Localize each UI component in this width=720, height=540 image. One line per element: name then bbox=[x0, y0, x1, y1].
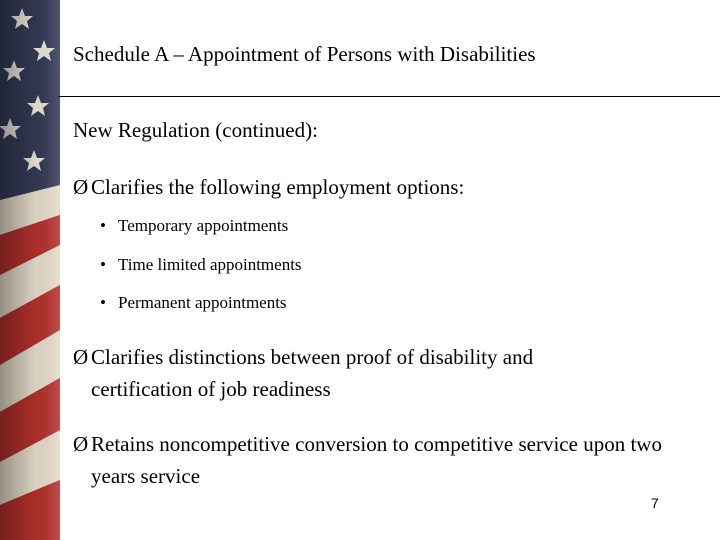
slide-title: Schedule A – Appointment of Persons with Disabilities bbox=[73, 42, 536, 66]
bullet-text: Clarifies distinctions between proof of disability and certification of job readiness bbox=[91, 345, 534, 401]
sub-bullet-item-2 bbox=[100, 255, 302, 275]
bullet-item-3 bbox=[73, 428, 673, 492]
bullet-dot-icon: • bbox=[100, 293, 106, 312]
bullet-dot-icon: • bbox=[100, 255, 106, 274]
arrow-bullet-icon: Ø bbox=[73, 432, 89, 456]
bullet-item-1 bbox=[73, 171, 633, 203]
title-divider bbox=[58, 96, 720, 97]
american-flag-image bbox=[0, 0, 60, 540]
sub-bullet-text: Time limited appointments bbox=[118, 255, 302, 274]
arrow-bullet-icon: Ø bbox=[73, 345, 89, 369]
slide-subtitle: New Regulation (continued): bbox=[73, 118, 318, 142]
bullet-text: Retains noncompetitive conversion to competitive service upon two years service bbox=[91, 432, 662, 488]
sub-bullet-item-3 bbox=[100, 293, 287, 313]
page-number: 7 bbox=[651, 495, 659, 511]
sub-bullet-item-1 bbox=[100, 216, 288, 236]
arrow-bullet-icon: Ø bbox=[73, 175, 89, 199]
bullet-item-2 bbox=[73, 341, 618, 405]
sub-bullet-text: Permanent appointments bbox=[118, 293, 287, 312]
bullet-dot-icon: • bbox=[100, 216, 106, 235]
sub-bullet-text: Temporary appointments bbox=[118, 216, 289, 235]
bullet-text: Clarifies the following employment options: bbox=[91, 175, 465, 199]
